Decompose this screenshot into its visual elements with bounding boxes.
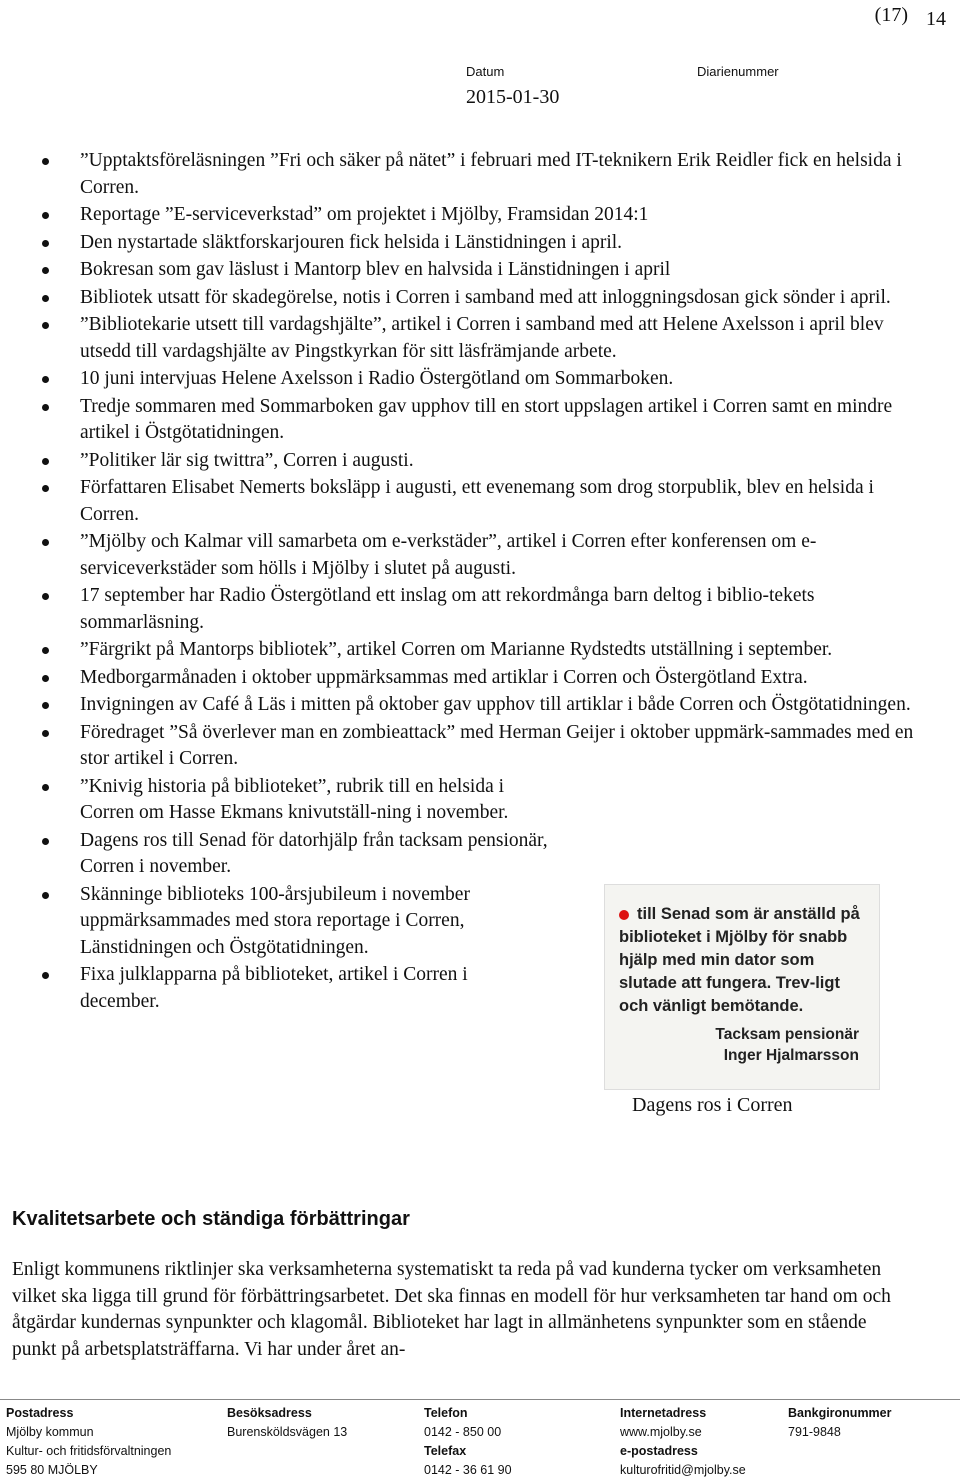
document-date: 2015-01-30: [466, 86, 560, 108]
list-item: 10 juni intervjuas Helene Axelsson i Radio Östergötland om Sommarboken.: [0, 366, 920, 393]
list-item: Bibliotek utsatt för skadegörelse, notis i Corren i samband med att inloggningsdosan gick sönder i april.: [0, 285, 920, 312]
list-item: Skänninge biblioteks 100-årsjubileum i november uppmärksammades med stora reportage i Corren, Länstidningen och Östgötatidningen.: [0, 882, 550, 962]
postadress-label: Postadress: [6, 1406, 74, 1420]
list-item: Fixa julklapparna på biblioteket, artikel i Corren i december.: [0, 962, 550, 1015]
footer-besoksadress: [227, 1404, 347, 1442]
clipping-body: till Senad som är anställd på biblioteket i Mjölby för snabb hjälp med min dator som slutade att fungera. Trev-ligt och vänligt bemötande.: [619, 905, 860, 1015]
clipping-caption: Dagens ros i Corren: [632, 1094, 793, 1116]
clipping-text: [619, 903, 867, 1018]
epostadress-value[interactable]: kulturofritid@mjolby.se: [620, 1463, 746, 1477]
list-item: Medborgarmånaden i oktober uppmärksammas med artiklar i Corren och Östergötland Extra.: [0, 665, 920, 692]
footer-bankgiro: [788, 1404, 892, 1442]
postadress-line-2: Kultur- och fritidsförvaltningen: [6, 1444, 172, 1458]
clipping-signature-2: Inger Hjalmarsson: [723, 1047, 859, 1064]
page-number: [874, 4, 946, 30]
list-item: Bokresan som gav läslust i Mantorp blev en halvsida i Länstidningen i april: [0, 257, 920, 284]
list-item: ”Upptaktsföreläsningen ”Fri och säker på nätet” i februari med IT-teknikern Erik Reidler fick en helsida i Corren.: [0, 148, 920, 201]
internetadress-value[interactable]: www.mjolby.se: [620, 1425, 702, 1439]
list-item: Den nystartade släktforskarjouren fick helsida i Länstidningen i april.: [0, 230, 920, 257]
page-number-total: 14: [926, 8, 946, 30]
telefon-label: Telefon: [424, 1406, 468, 1420]
footer-telefon: [424, 1404, 512, 1480]
telefax-label: Telefax: [424, 1444, 467, 1458]
footer-internet: [620, 1404, 746, 1480]
list-item: Författaren Elisabet Nemerts boksläpp i augusti, ett evenemang som drog storpublik, blev en helsida i Corren.: [0, 475, 920, 528]
besoksadress-value: Burensköldsvägen 13: [227, 1425, 348, 1439]
section-heading: Kvalitetsarbete och ständiga förbättringar: [12, 1208, 410, 1230]
besoksadress-label: Besöksadress: [227, 1406, 312, 1420]
epostadress-label: e-postadress: [620, 1444, 698, 1458]
diarienummer-label: Diarienummer: [697, 64, 779, 79]
list-item: Reportage ”E-serviceverkstad” om projektet i Mjölby, Framsidan 2014:1: [0, 202, 920, 229]
list-item: ”Bibliotekarie utsett till vardagshjälte”, artikel i Corren i samband med att Helene Axelsson i april blev utsedd till vardagshjälte av Pingstkyrkan för sitt läsfrämjande arbete.: [0, 312, 920, 365]
footer: [0, 1399, 960, 1477]
telefon-value: 0142 - 850 00: [424, 1425, 502, 1439]
telefax-value: 0142 - 36 61 90: [424, 1463, 512, 1477]
postadress-line-1: Mjölby kommun: [6, 1425, 94, 1439]
newspaper-clipping: [604, 884, 880, 1090]
footer-postadress: [6, 1404, 171, 1480]
bullet-dot-icon: [619, 910, 629, 920]
list-item: Föredraget ”Så överlever man en zombieattack” med Herman Geijer i oktober uppmärk-sammades med en stor artikel i Corren.: [0, 720, 920, 773]
postadress-line-3: 595 80 MJÖLBY: [6, 1463, 98, 1477]
datum-label: Datum: [466, 64, 505, 79]
list-item: ”Politiker lär sig twittra”, Corren i augusti.: [0, 448, 920, 475]
list-item: Invigningen av Café å Läs i mitten på oktober gav upphov till artiklar i både Corren och Östgötatidningen.: [0, 692, 920, 719]
list-item: ”Mjölby och Kalmar vill samarbeta om e-verkstäder”, artikel i Corren efter konferensen om e-serviceverkstäder som hölls i Mjölby i slutet på augusti.: [0, 529, 920, 582]
list-item: 17 september har Radio Östergötland ett inslag om att rekordmånga barn deltog i biblio-tekets sommarläsning.: [0, 583, 920, 636]
section-body: Enligt kommunens riktlinjer ska verksamheterna systematiskt ta reda på vad kunderna tycker om verksamheten vilket ska ligga till grund för förbättringsarbetet. Det ska finnas en modell för hur verksamheten tar hand om och åtgärdar kundernas synpunkter och klagomål. Biblioteket har lagt in allmänhetens synpunkter som en stående punkt på arbetsplatsträffarna. Vi har under året an-: [12, 1259, 891, 1360]
page-number-current: (17): [874, 4, 908, 26]
bankgiro-value: 791-9848: [788, 1425, 841, 1439]
internetadress-label: Internetadress: [620, 1406, 707, 1420]
list-item: ”Knivig historia på biblioteket”, rubrik till en helsida i Corren om Hasse Ekmans knivutställ-ning i november.: [0, 774, 550, 827]
list-item: Tredje sommaren med Sommarboken gav upphov till en stort uppslagen artikel i Corren samt en mindre artikel i Östgötatidningen.: [0, 394, 920, 447]
bankgiro-label: Bankgironummer: [788, 1406, 892, 1420]
list-item: Dagens ros till Senad för datorhjälp från tacksam pensionär, Corren i november.: [0, 828, 550, 881]
clipping-signature-1: Tacksam pensionär: [715, 1026, 859, 1043]
list-item: ”Färgrikt på Mantorps bibliotek”, artikel Corren om Marianne Rydstedts utställning i september.: [0, 637, 920, 664]
